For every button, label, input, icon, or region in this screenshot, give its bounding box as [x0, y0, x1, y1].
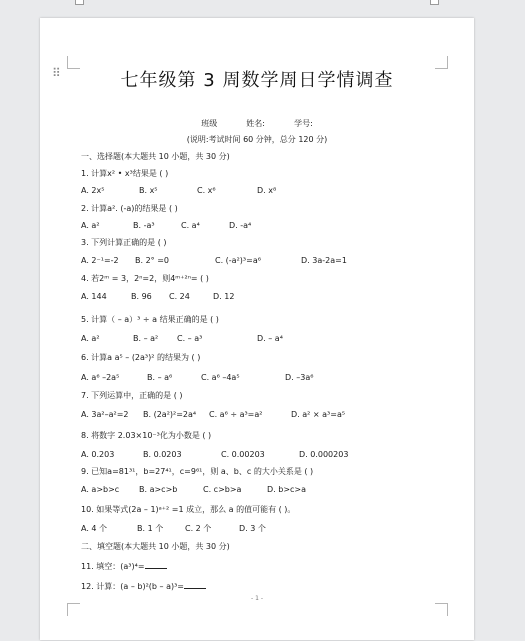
q2-options — [81, 221, 251, 231]
q11 — [81, 561, 167, 572]
q6-stem: 6. 计算a a⁵ – (2a³)² 的结果为 ( ) — [81, 353, 201, 362]
q7-option-d: D. a² × a³=a⁵ — [291, 410, 346, 419]
q9-option-b: B. a>c>b — [139, 485, 178, 494]
q7-option-a: A. 3a²–a²=2 — [81, 410, 129, 419]
q2-option-d: D. -a⁴ — [229, 221, 252, 230]
q11-answer-blank[interactable] — [145, 561, 167, 569]
q2-stem: 2. 计算a². (-a)的结果是 ( ) — [81, 204, 178, 213]
q3-options — [81, 256, 347, 266]
student-info-line — [40, 119, 474, 129]
q10-option-d: D. 3 个 — [239, 524, 266, 533]
q12-answer-blank[interactable] — [184, 581, 206, 589]
q3-option-d: D. 3a-2a=1 — [301, 256, 347, 265]
q3-stem: 3. 下列计算正确的是 ( ) — [81, 238, 167, 247]
top-scroll-handle-right[interactable] — [430, 0, 439, 5]
class-label: 班级 — [201, 119, 218, 128]
q9-stem: 9. 已知a=81³¹，b=27⁴¹，c=9⁶¹，则 a、b、c 的大小关系是 ( ) — [81, 467, 314, 476]
q6-option-b: B. – a⁶ — [147, 373, 173, 382]
q1-stem: 1. 计算x² • x³结果是 ( ) — [81, 169, 169, 178]
section-choice-heading: 一、选择题(本大题共 10 小题，共 30 分) — [81, 152, 230, 161]
q3-option-b: B. 2° =0 — [135, 256, 169, 265]
q7-option-b: B. (2a²)²=2a⁴ — [143, 410, 197, 419]
q3-option-c: C. (-a²)³=a⁶ — [215, 256, 261, 265]
q2-option-a: A. a² — [81, 221, 100, 230]
top-scroll-handle-left[interactable] — [75, 0, 84, 5]
q9-option-a: A. a>b>c — [81, 485, 120, 494]
q4-option-c: C. 24 — [169, 292, 190, 301]
margin-mark-bottom-left — [67, 603, 80, 616]
q4-stem: 4. 若2ᵐ = 3，2ⁿ=2，则4ᵐ⁺²ⁿ= ( ) — [81, 274, 209, 283]
exam-note: (说明:考试时间 60 分钟，总分 120 分) — [186, 135, 328, 144]
q9-option-c: C. c>b>a — [203, 485, 242, 494]
q6-option-a: A. a⁶ –2a⁵ — [81, 373, 120, 382]
q8-stem: 8. 将数字 2.03×10⁻³化为小数是 ( ) — [81, 431, 212, 440]
q6-option-d: D. –3a⁶ — [285, 373, 314, 382]
q10-option-a: A. 4 个 — [81, 524, 108, 533]
q8-option-c: C. 0.00203 — [221, 450, 265, 459]
q7-option-c: C. a⁶ ÷ a³=a² — [209, 410, 263, 419]
q9-option-d: D. b>c>a — [267, 485, 307, 494]
q7-options — [81, 410, 345, 420]
student-id-label: 学号: — [294, 119, 313, 128]
q7-stem: 7. 下列运算中，正确的是 ( ) — [81, 391, 183, 400]
document-page — [40, 18, 474, 640]
q2-option-c: C. a⁴ — [181, 221, 200, 230]
q11-text: 11. 填空：(a³)⁴= — [81, 562, 145, 571]
q8-option-d: D. 0.000203 — [299, 450, 349, 459]
q4-option-d: D. 12 — [213, 292, 235, 301]
q5-stem: 5. 计算（ – a）³ ÷ a 结果正确的是 ( ) — [81, 315, 219, 324]
q6-options — [81, 373, 313, 383]
q10-stem: 10. 如果等式(2a – 1)ᵃ⁺² =1 成立，那么 a 的值可能有 ( )。 — [81, 505, 296, 514]
q5-option-a: A. a² — [81, 334, 100, 343]
page-number: - 1 - — [251, 595, 263, 602]
q6-option-c: C. a⁶ –4a⁵ — [201, 373, 240, 382]
drag-handle-icon[interactable]: ⠿ — [52, 66, 62, 80]
q1-option-d: D. x⁸ — [257, 186, 277, 195]
q1-option-b: B. x⁵ — [139, 186, 158, 195]
q12 — [81, 581, 206, 592]
q5-option-b: B. – a² — [133, 334, 159, 343]
q4-option-b: B. 96 — [131, 292, 152, 301]
q10-options — [81, 524, 266, 534]
page-title: 七年级第 3 周数学周日学情调查 — [120, 70, 394, 91]
q4-options — [81, 292, 234, 302]
q1-option-c: C. x⁶ — [197, 186, 216, 195]
margin-mark-bottom-right — [435, 603, 448, 616]
q2-option-b: B. -a³ — [133, 221, 155, 230]
q10-option-c: C. 2 个 — [185, 524, 212, 533]
q10-option-b: B. 1 个 — [137, 524, 164, 533]
name-label: 姓名: — [246, 119, 265, 128]
q5-option-d: D. – a⁴ — [257, 334, 283, 343]
q8-options — [81, 450, 348, 460]
section-fill-heading: 二、填空题(本大题共 10 小题，共 30 分) — [81, 542, 230, 551]
q8-option-b: B. 0.0203 — [143, 450, 182, 459]
q8-option-a: A. 0.203 — [81, 450, 115, 459]
q1-options — [81, 186, 276, 196]
q4-option-a: A. 144 — [81, 292, 107, 301]
q5-options — [81, 334, 283, 344]
q1-option-a: A. 2x⁵ — [81, 186, 105, 195]
q12-text: 12. 计算：(a – b)²(b – a)³= — [81, 582, 184, 591]
q5-option-c: C. – a³ — [177, 334, 203, 343]
q9-options — [81, 485, 306, 495]
q3-option-a: A. 2⁻¹=-2 — [81, 256, 119, 265]
